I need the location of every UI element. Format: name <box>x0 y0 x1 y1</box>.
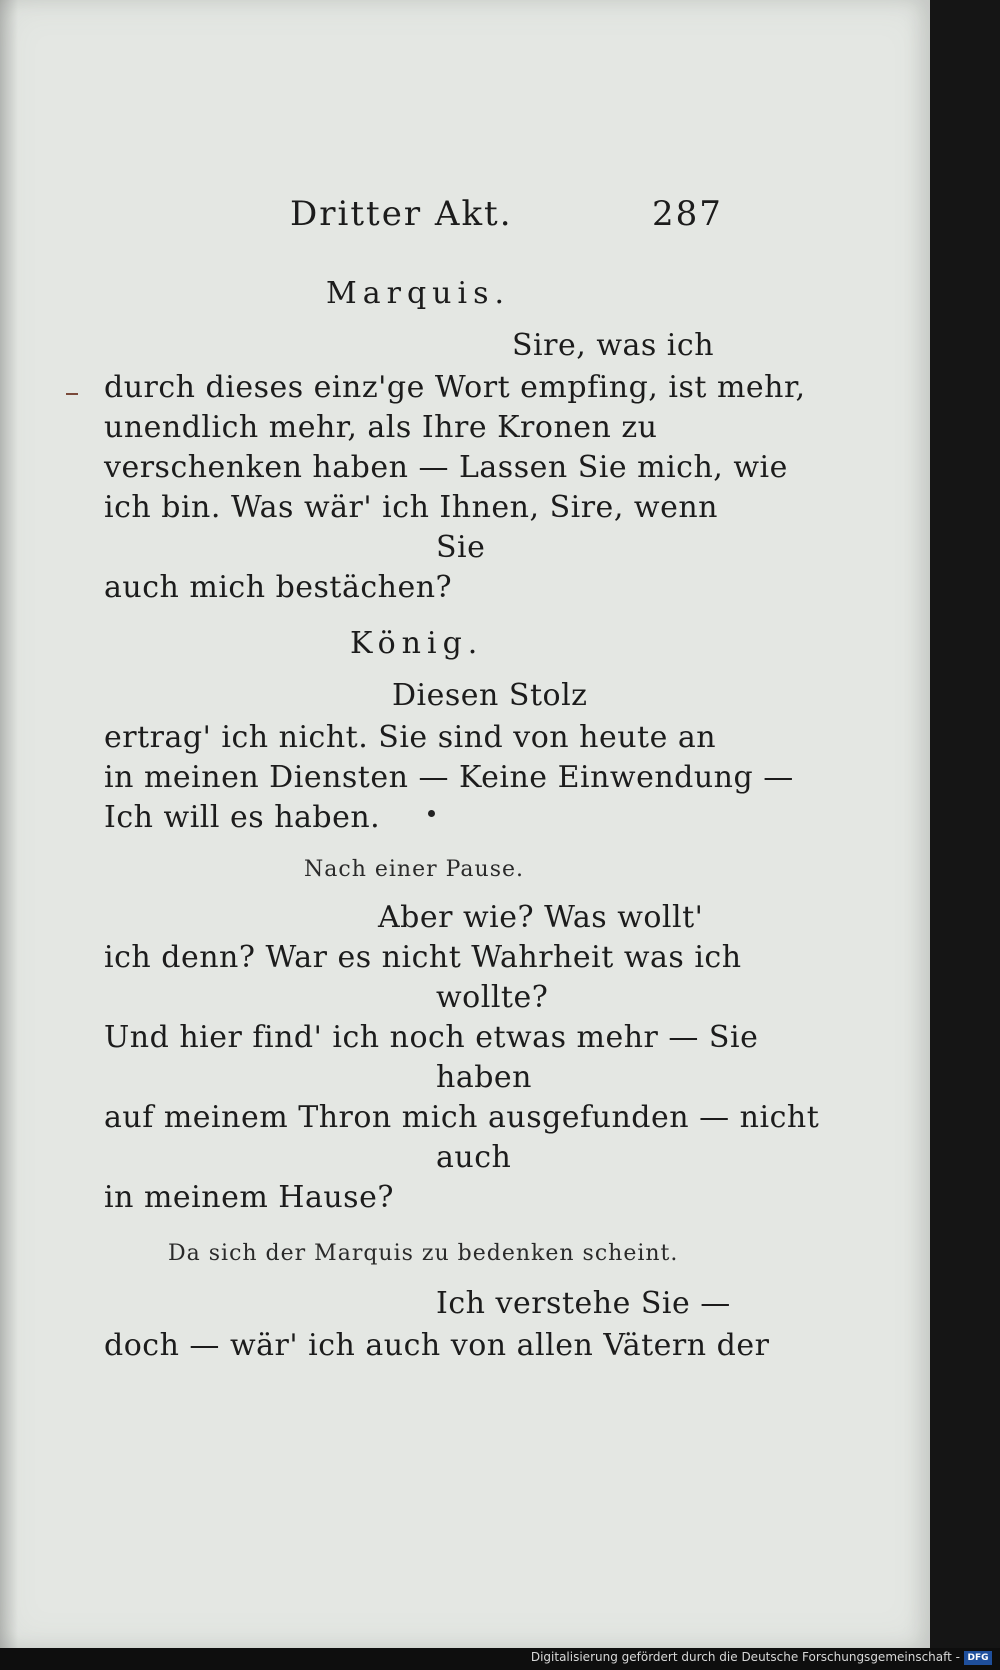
text-line: unendlich mehr, als Ihre Kronen zu <box>104 410 658 445</box>
text-line: ich bin. Was wär' ich Ihnen, Sire, wenn <box>104 490 718 525</box>
text-line: auch mich bestächen? <box>104 570 453 605</box>
digitization-credit: Digitalisierung gefördert durch die Deutsche Forschungsgemeinschaft - <box>530 1650 960 1664</box>
text-line: Diesen Stolz <box>392 678 588 713</box>
page-spine-shadow <box>0 0 18 1648</box>
text-line: Ich will es haben. <box>104 800 381 835</box>
text-line: auf meinem Thron mich ausgefunden — nicht <box>104 1100 820 1135</box>
text-line: Aber wie? Was wollt' <box>378 900 704 935</box>
ink-dot <box>428 810 435 817</box>
margin-mark <box>66 393 78 395</box>
text-line: durch dieses einz'ge Wort empfing, ist mehr, <box>104 370 806 405</box>
text-line: Sire, was ich <box>512 328 715 363</box>
text-line: Ich verstehe Sie — <box>436 1286 731 1321</box>
text-line: auch <box>436 1140 512 1175</box>
dfg-logo: DFG <box>964 1651 992 1665</box>
text-line: doch — wär' ich auch von allen Vätern der <box>104 1328 770 1363</box>
text-line: in meinen Diensten — Keine Einwendung — <box>104 760 794 795</box>
running-head: Dritter Akt. <box>290 194 513 234</box>
page-number: 287 <box>652 194 723 234</box>
text-line: Sie <box>436 530 486 565</box>
speaker-marquis: Marquis. <box>326 276 510 311</box>
stage-direction: Nach einer Pause. <box>304 857 525 882</box>
speaker-koenig: König. <box>350 626 484 661</box>
text-line: haben <box>436 1060 532 1095</box>
footer-bar <box>0 1648 1000 1670</box>
text-line: ich denn? War es nicht Wahrheit was ich <box>104 940 742 975</box>
text-line: in meinem Hause? <box>104 1180 394 1215</box>
stage-direction: Da sich der Marquis zu bedenken scheint. <box>168 1241 679 1266</box>
text-line: Und hier find' ich noch etwas mehr — Sie <box>104 1020 759 1055</box>
text-line: ertrag' ich nicht. Sie sind von heute an <box>104 720 717 755</box>
text-line: wollte? <box>436 980 549 1015</box>
text-line: verschenken haben — Lassen Sie mich, wie <box>104 450 788 485</box>
